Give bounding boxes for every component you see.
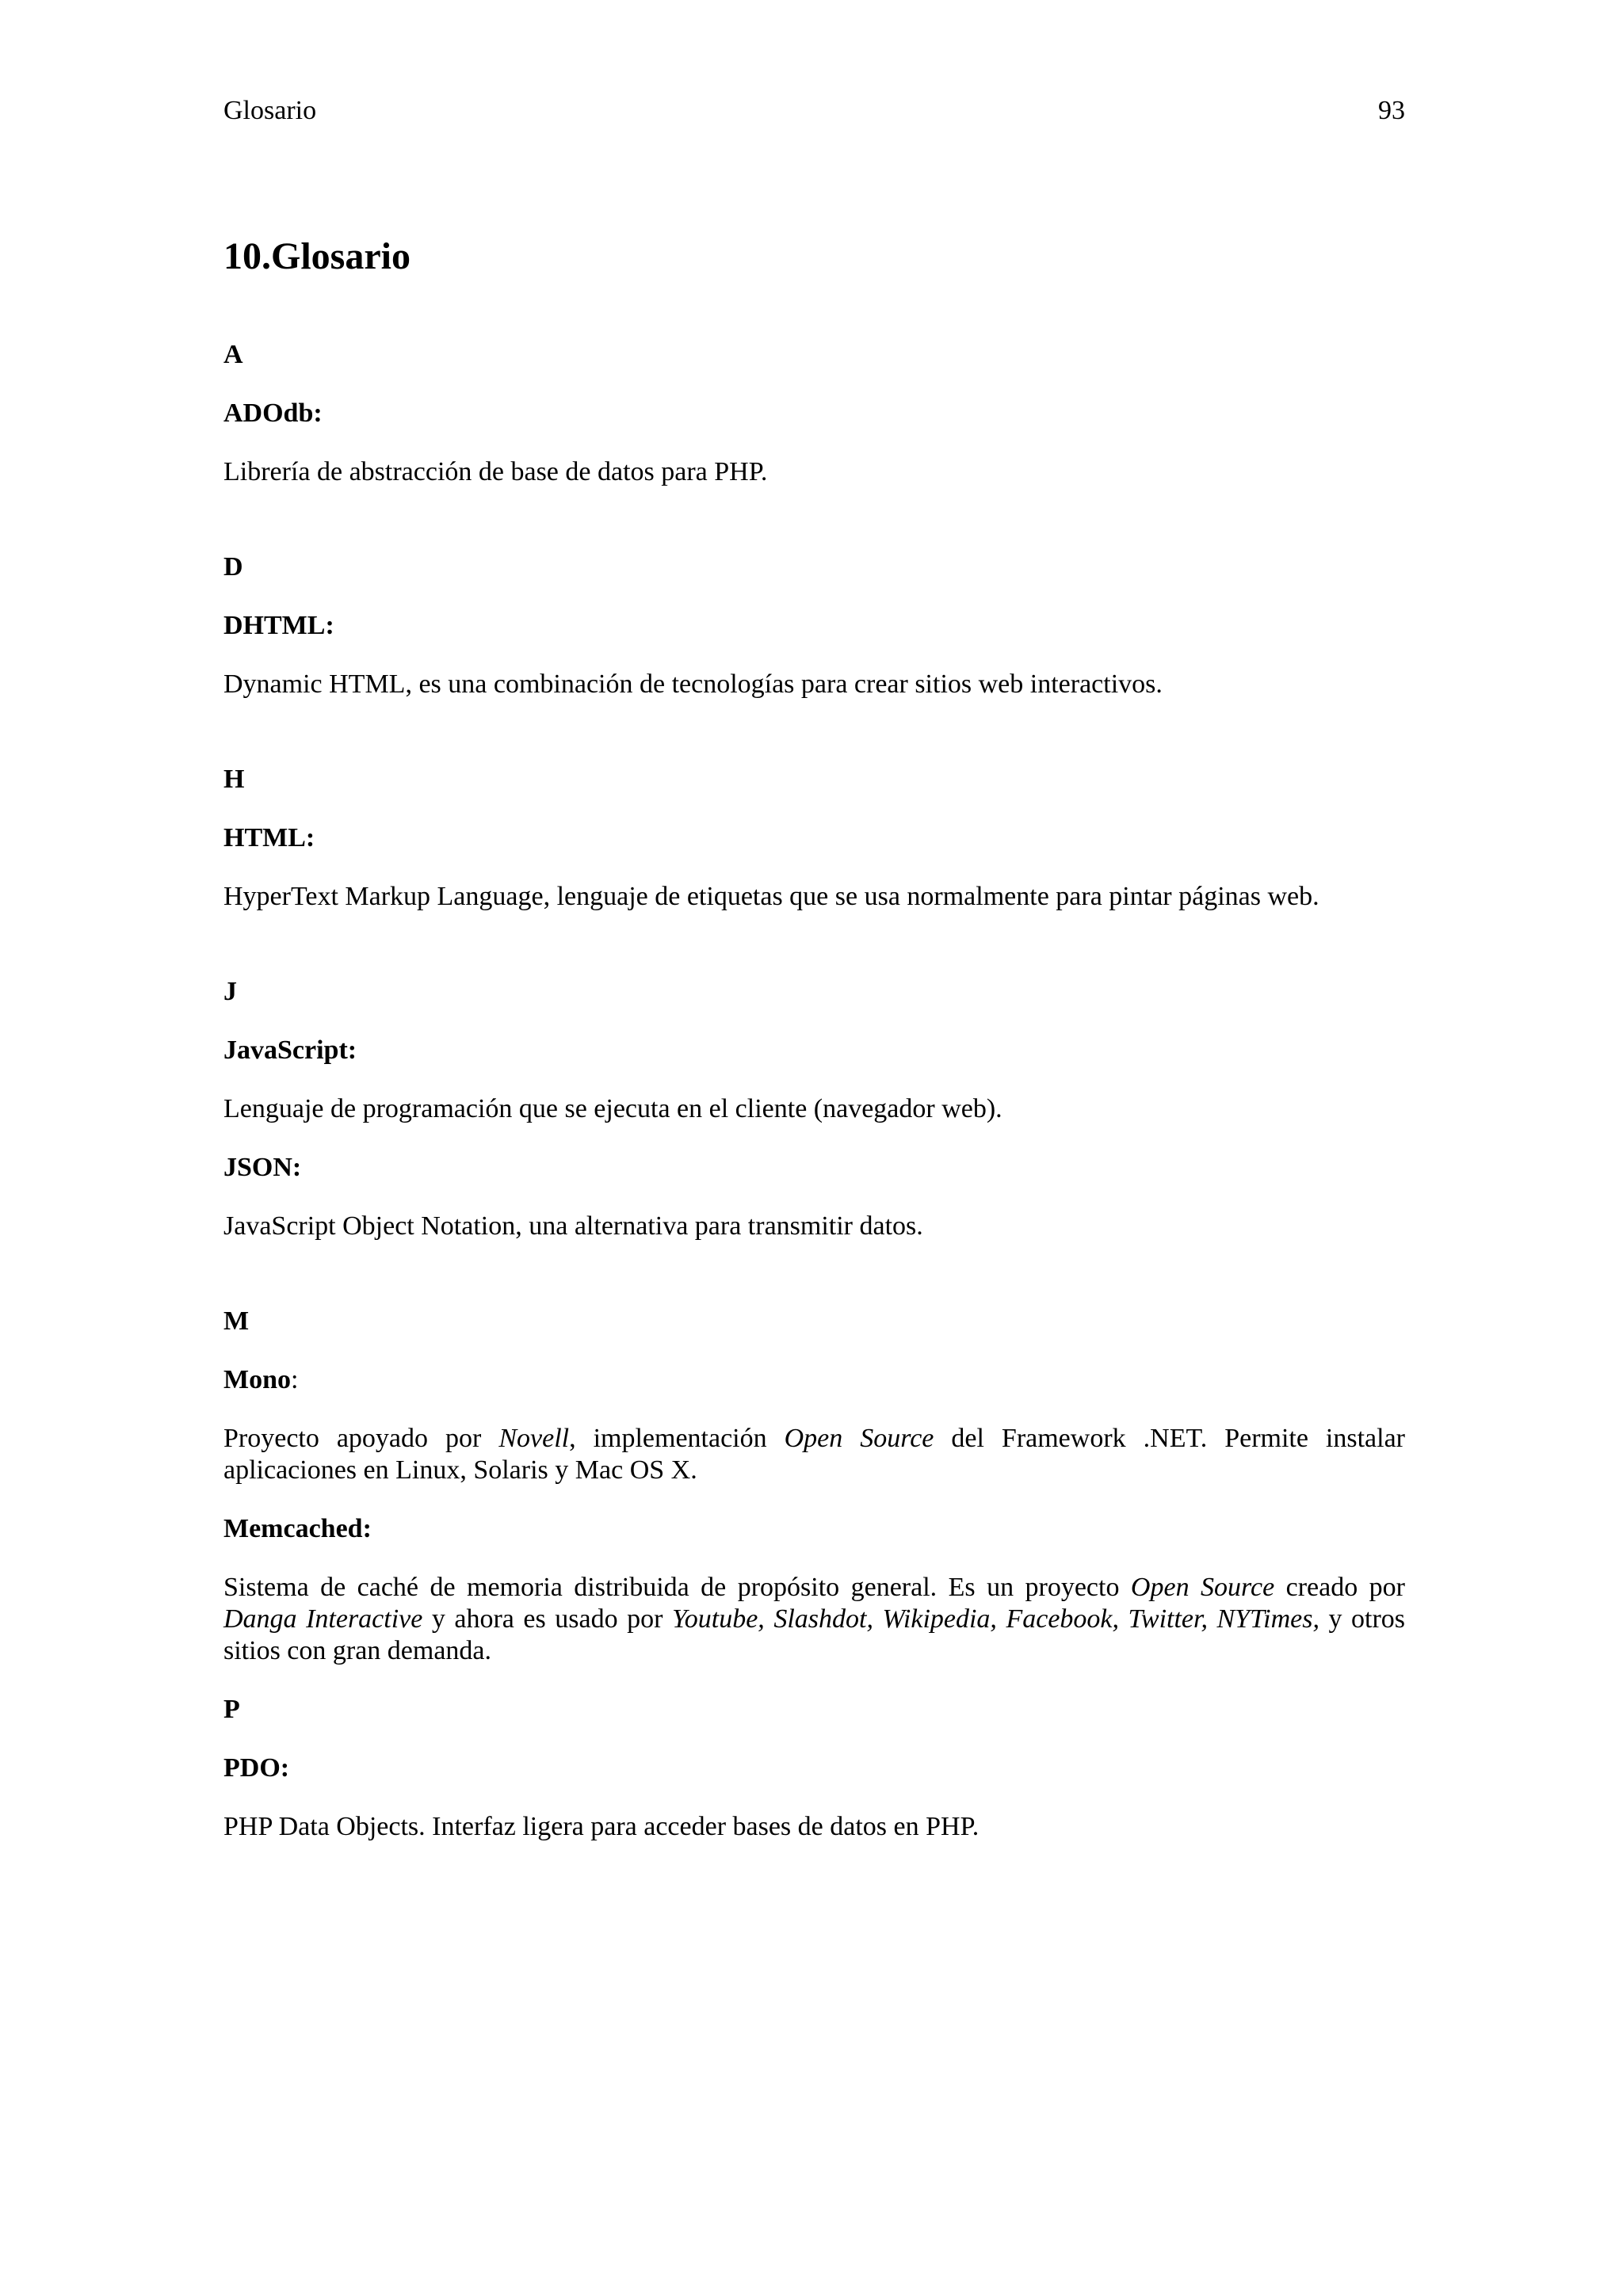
italic-text: Open Source: [1130, 1573, 1275, 1602]
section-letter: A: [223, 340, 243, 369]
italic-text: Danga Interactive: [223, 1604, 423, 1634]
italic-text: Open Source: [784, 1424, 934, 1453]
glossary-definition: PHP Data Objects. Interfaz ligera para acceder bases de datos en PHP.: [223, 1812, 980, 1841]
definition-text: del Framework .NET. Permite instalar aplicaciones en Linux, Solaris y Mac OS X.: [223, 1424, 1406, 1485]
glossary-term-text: Mono: [223, 1365, 291, 1394]
italic-text: Novell: [498, 1424, 570, 1453]
glossary-definition: Lenguaje de programación que se ejecuta en el cliente (navegador web).: [223, 1094, 1002, 1123]
definition-text: y ahora es usado por: [422, 1604, 672, 1634]
glossary-term: DHTML:: [223, 611, 334, 640]
definition-text: y otros sitios con gran demanda.: [223, 1604, 1406, 1665]
section-letter: J: [223, 977, 237, 1006]
glossary-term: Memcached:: [223, 1514, 372, 1543]
glossary-section-a: [223, 339, 1405, 488]
glossary-section-d: [223, 551, 1405, 700]
definition-text: Proyecto apoyado por: [223, 1424, 499, 1453]
glossary-term-suffix: :: [291, 1365, 299, 1394]
section-letter: D: [223, 552, 243, 582]
glossary-term: JavaScript:: [223, 1035, 357, 1065]
italic-text: Youtube, Slashdot, Wikipedia, Facebook, Twitter, NYTimes,: [671, 1604, 1319, 1634]
glossary-definition: Dynamic HTML, es una combinación de tecnologías para crear sitios web interactivos.: [223, 669, 1163, 699]
definition-text: Sistema de caché de memoria distribuida de propósito general. Es un proyecto: [223, 1573, 1131, 1602]
glossary-term: HTML:: [223, 823, 315, 852]
running-title: Glosario: [223, 96, 317, 125]
glossary-definition: HyperText Markup Language, lenguaje de etiquetas que se usa normalmente para pintar páginas web.: [223, 882, 1319, 911]
glossary-definition: JavaScript Object Notation, una alternativa para transmitir datos.: [223, 1211, 923, 1241]
section-letter: M: [223, 1306, 250, 1336]
running-header: [223, 95, 1405, 127]
chapter-title: 10.Glosario: [223, 235, 411, 277]
glossary-definition: [223, 1423, 1405, 1486]
section-letter: P: [223, 1695, 240, 1724]
glossary-section-j: [223, 976, 1405, 1242]
section-letter: H: [223, 765, 245, 794]
glossary-term: [223, 1364, 1405, 1396]
glossary-term: PDO:: [223, 1753, 290, 1783]
glossary-term: JSON:: [223, 1153, 302, 1182]
glossary-term: ADOdb:: [223, 399, 323, 428]
glossary-section-p: [223, 1694, 1405, 1843]
glossary-section-h: [223, 764, 1405, 913]
definition-text: creado por: [1274, 1573, 1405, 1602]
glossary-list: [223, 339, 1405, 1906]
glossary-definition: [223, 1572, 1405, 1667]
glossary-definition: Librería de abstracción de base de datos para PHP.: [223, 457, 768, 486]
definition-text: , implementación: [569, 1424, 785, 1453]
page-number: 93: [1378, 96, 1405, 125]
glossary-section-m: [223, 1306, 1405, 1667]
